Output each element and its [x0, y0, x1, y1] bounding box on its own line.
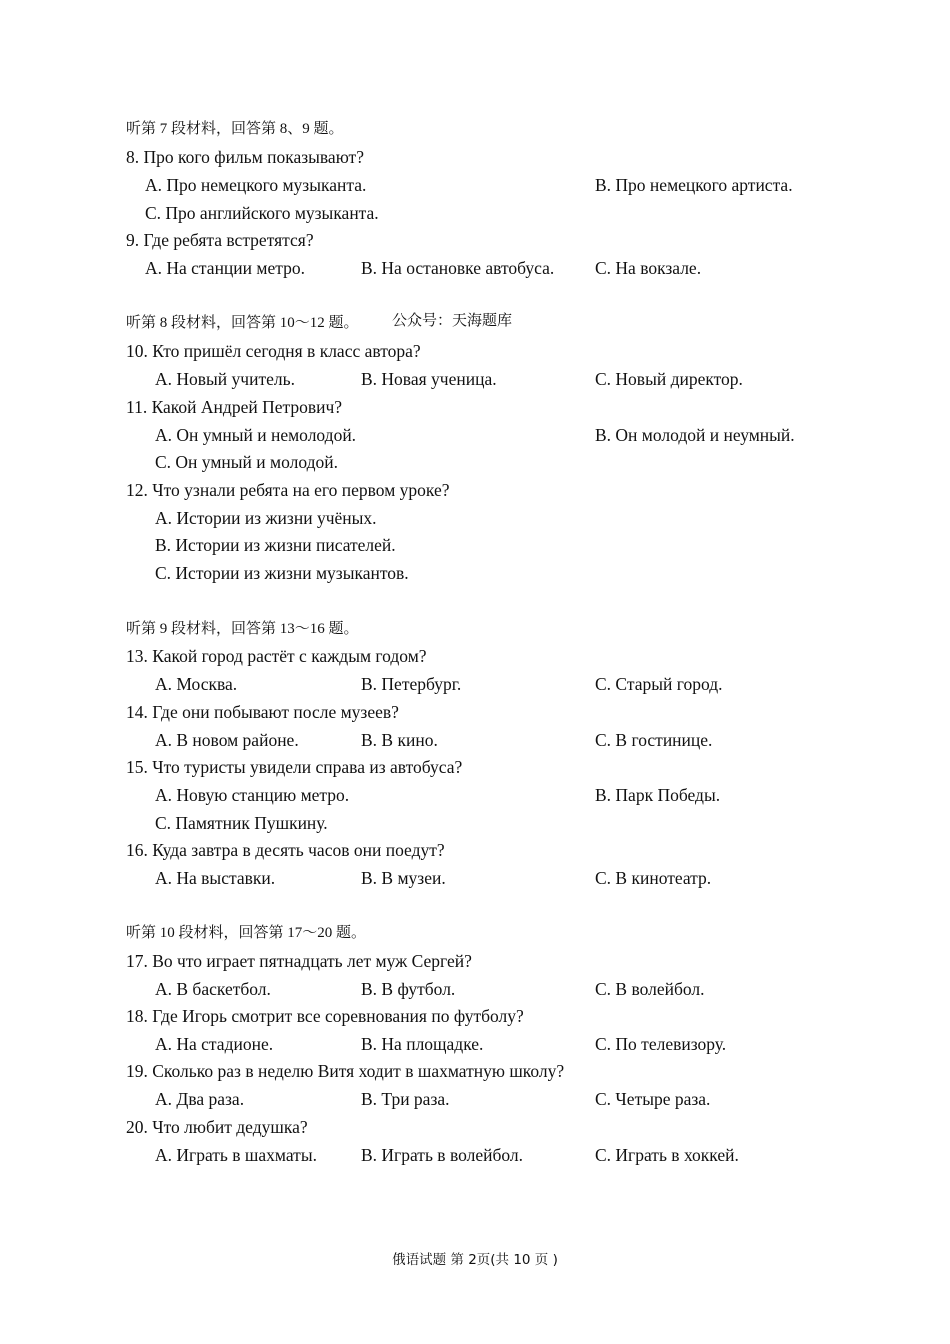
- option-8c: C. Про английского музыканта.: [145, 203, 379, 223]
- question-9: 9. Где ребята встретятся?: [126, 230, 314, 250]
- question-14: 14. Где они побывают после музеев?: [126, 702, 399, 722]
- question-12: 12. Что узнали ребята на его первом уроке?: [126, 480, 450, 500]
- option-13c: C. Старый город.: [595, 674, 723, 694]
- section-header: 听第 9 段材料，回答第 13～16 题。: [126, 621, 359, 637]
- option-15c: C. Памятник Пушкину.: [155, 813, 328, 833]
- option-10b: B. Новая ученица.: [361, 369, 497, 389]
- question-11: 11. Какой Андрей Петрович?: [126, 397, 343, 417]
- option-19b: B. Три раза.: [361, 1089, 450, 1109]
- option-16b: B. В музеи.: [361, 868, 446, 888]
- question-8: 8. Про кого фильм показывают?: [126, 147, 364, 167]
- option-17a: A. В баскетбол.: [155, 979, 271, 999]
- option-12b: B. Истории из жизни писателей.: [155, 535, 396, 555]
- option-10c: C. Новый директор.: [595, 369, 743, 389]
- option-12a: A. Истории из жизни учёных.: [155, 508, 377, 528]
- option-17c: C. В волейбол.: [595, 979, 705, 999]
- option-13b: B. Петербург.: [361, 674, 462, 694]
- option-14c: C. В гостинице.: [595, 730, 713, 750]
- option-18c: C. По телевизору.: [595, 1034, 727, 1054]
- option-12c: C. Истории из жизни музыкантов.: [155, 563, 409, 583]
- question-18: 18. Где Игорь смотрит все соревнования по футболу?: [126, 1006, 524, 1026]
- question-19: 19. Сколько раз в неделю Витя ходит в шахматную школу?: [126, 1061, 565, 1081]
- option-15a: A. Новую станцию метро.: [155, 785, 350, 805]
- question-16: 16. Куда завтра в десять часов они поедут?: [126, 840, 445, 860]
- section-header: 听第 8 段材料，回答第 10～12 题。: [126, 315, 359, 331]
- option-11a: A. Он умный и немолодой.: [155, 425, 357, 445]
- option-11c: C. Он умный и молодой.: [155, 452, 338, 472]
- option-8b: B. Про немецкого артиста.: [595, 175, 793, 195]
- option-14b: B. В кино.: [361, 730, 438, 750]
- question-17: 17. Во что играет пятнадцать лет муж Сергей?: [126, 951, 472, 971]
- option-19a: A. Два раза.: [155, 1089, 245, 1109]
- option-20c: C. Играть в хоккей.: [595, 1145, 739, 1165]
- question-20: 20. Что любит дедушка?: [126, 1117, 308, 1137]
- option-15b: B. Парк Победы.: [595, 785, 721, 805]
- question-13: 13. Какой город растёт с каждым годом?: [126, 646, 427, 666]
- page-footer: 俄语试题 第 2页(共 10 页 ): [392, 1252, 558, 1268]
- option-13a: A. Москва.: [155, 674, 238, 694]
- option-18b: B. На площадке.: [361, 1034, 484, 1054]
- option-16c: C. В кинотеатр.: [595, 868, 712, 888]
- option-9a: A. На станции метро.: [145, 258, 305, 278]
- option-16a: A. На выставки.: [155, 868, 276, 888]
- option-18a: A. На стадионе.: [155, 1034, 274, 1054]
- question-10: 10. Кто пришёл сегодня в класс автора?: [126, 341, 421, 361]
- option-14a: A. В новом районе.: [155, 730, 299, 750]
- section-header-extra: 公众号：天海题库: [392, 313, 513, 329]
- option-9c: C. На вокзале.: [595, 258, 702, 278]
- question-15: 15. Что туристы увидели справа из автобуса?: [126, 757, 463, 777]
- option-8a: A. Про немецкого музыканта.: [145, 175, 367, 195]
- option-10a: A. Новый учитель.: [155, 369, 295, 389]
- option-20a: A. Играть в шахматы.: [155, 1145, 317, 1165]
- section-header: 听第 7 段材料，回答第 8、9 题。: [126, 121, 344, 137]
- option-11b: B. Он молодой и неумный.: [595, 425, 795, 445]
- option-9b: B. На остановке автобуса.: [361, 258, 555, 278]
- option-20b: B. Играть в волейбол.: [361, 1145, 524, 1165]
- option-17b: B. В футбол.: [361, 979, 456, 999]
- option-19c: C. Четыре раза.: [595, 1089, 711, 1109]
- section-header: 听第 10 段材料，回答第 17～20 题。: [126, 925, 367, 941]
